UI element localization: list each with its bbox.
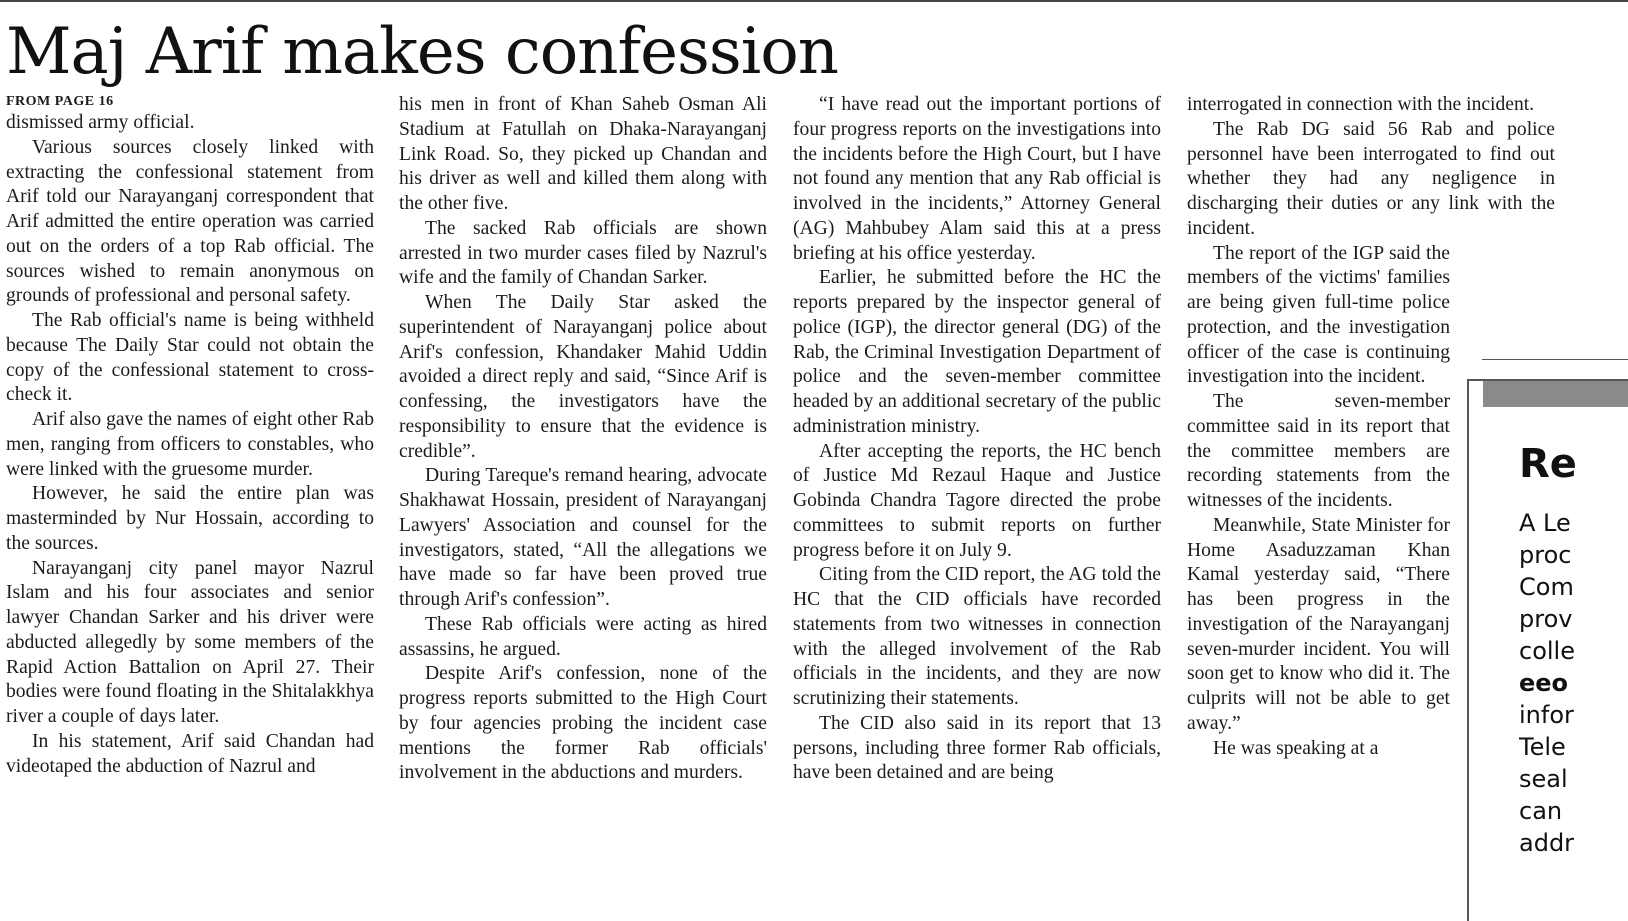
paragraph: The Rab official's name is being withheld because The Daily Star could not obtain the copy of the confessional statement to cross-check it. <box>6 310 374 406</box>
side-ad-line: prov <box>1519 605 1573 633</box>
paragraph: When The Daily Star asked the superintendent of Narayanganj police about Arif's confession, Khandaker Mahid Uddin avoided a direct reply and said, “Since Arif is confessing, the investigators have the responsibility to ensure that the evidence is credible”. <box>399 292 767 462</box>
side-ad-line: proc <box>1519 541 1572 569</box>
paragraph: interrogated in connection with the incident. <box>1187 94 1535 115</box>
paragraph: The report of the IGP said the members of the victims' families are being given full-time police protection, and the investigation officer of the case is continuing investigation into the incident. <box>1187 242 1450 388</box>
paragraph: Various sources closely linked with extracting the confessional statement from Arif told our Narayanganj correspondent that Arif admitted the entire operation was carried out on the orders of a top Rab official. The sources wished to remain anonymous on grounds of professional and personal safety. <box>6 136 374 307</box>
paragraph: his men in front of Khan Saheb Osman Ali Stadium at Fatullah on Dhaka-Narayanganj Link Road. So, they picked up Chandan and his driver as well and killed them along with the other five. <box>399 94 767 214</box>
paragraph: Despite Arif's confession, none of the progress reports submitted to the High Court by four agencies probing the incident case mentions the former Rab officials' involvement in the abductions and murders. <box>399 663 767 784</box>
side-ad-band <box>1483 381 1628 407</box>
paragraph: However, he said the entire plan was masterminded by Nur Hossain, according to the sources. <box>6 483 374 554</box>
paragraph: After accepting the reports, the HC bench of Justice Md Rezaul Haque and Justice Gobinda Chandra Tagore directed the probe committees to submit reports on further progress before it on July 9. <box>793 440 1161 561</box>
side-ad-line: seal <box>1519 765 1568 793</box>
side-ad-line: A Le <box>1519 509 1571 537</box>
side-ad-line: can <box>1519 797 1563 825</box>
top-rule <box>0 0 1628 2</box>
paragraph: During Tareque's remand hearing, advocate Shakhawat Hossain, president of Narayanganj Lawyers' Association and counsel for the investigators, stated, “All the allegations we have made so far have been proved true through Arif's confession”. <box>399 465 767 610</box>
paragraph: “I have read out the important portions of four progress reports on the investigations into the incidents before the High Court, but I have not found any mention that any Rab official is involved in the incidents,” Attorney General (AG) Mahbubey Alam said this at a press briefing at his office yesterday. <box>793 94 1161 264</box>
jump-line: FROM PAGE 16 <box>6 94 114 109</box>
side-ad-rule <box>1482 359 1628 360</box>
article-column-1 <box>6 93 374 779</box>
paragraph: These Rab officials were acting as hired assassins, he argued. <box>399 613 767 660</box>
paragraph: He was speaking at a <box>1213 737 1379 759</box>
article-column-3 <box>793 93 1161 786</box>
paragraph: Narayanganj city panel mayor Nazrul Islam and his four associates and senior lawyer Chandan Sarker and his driver were abducted allegedly by some members of the Rapid Action Battalion on April 27. Their bodies were found floating in the Shitalakkhya river a couple of days later. <box>6 557 374 727</box>
paragraph: Meanwhile, State Minister for Home Asaduzzaman Khan Kamal yesterday said, “There has been progress in the investigation of the Narayanganj seven-murder incident. You will soon get to know who did it. The culprits will not be able to get away.” <box>1187 514 1450 734</box>
side-ad-line: infor <box>1519 701 1574 729</box>
side-ad-text <box>1519 507 1628 859</box>
paragraph: Arif also gave the names of eight other Rab men, ranging from officers to constables, who were linked with the gruesome murder. <box>6 409 374 480</box>
paragraph: Citing from the CID report, the AG told the HC that the CID officials have recorded statements from two witnesses in connection with the alleged involvement of the Rab officials in the incidents, and they are now scrutinizing their statements. <box>793 564 1161 709</box>
paragraph: The seven-member committee said in its report that the committee members are recording statements from the witnesses of the incidents. <box>1187 391 1450 511</box>
side-ad-line: colle <box>1519 637 1575 665</box>
paragraph: In his statement, Arif said Chandan had videotaped the abduction of Nazrul and <box>6 730 374 777</box>
side-advertisement <box>1467 379 1628 921</box>
side-ad-line: Com <box>1519 573 1574 601</box>
side-ad-line: eeo <box>1519 669 1569 697</box>
paragraph: The sacked Rab officials are shown arrested in two murder cases filed by Nazrul's wife and the family of Chandan Sarker. <box>399 217 767 289</box>
article-column-2 <box>399 93 767 786</box>
paragraph: The Rab DG said 56 Rab and police personnel have been interrogated to find out whether they had any negligence in discharging their duties or any link with the incident. <box>1187 118 1555 239</box>
paragraph: dismissed army official. <box>6 112 195 133</box>
side-ad-line: addr <box>1519 829 1575 857</box>
paragraph: The CID also said in its report that 13 persons, including three former Rab officials, have been detained and are being <box>793 712 1161 784</box>
side-ad-heading: Re <box>1519 441 1577 487</box>
paragraph: Earlier, he submitted before the HC the reports prepared by the inspector general of police (IGP), the director general (DG) of the Rab, the Criminal Investigation Department of police and the seven-member committee headed by an additional secretary of the public administration ministry. <box>793 267 1161 437</box>
side-ad-line: Tele <box>1519 733 1566 761</box>
headline: Maj Arif makes confession <box>6 15 838 89</box>
